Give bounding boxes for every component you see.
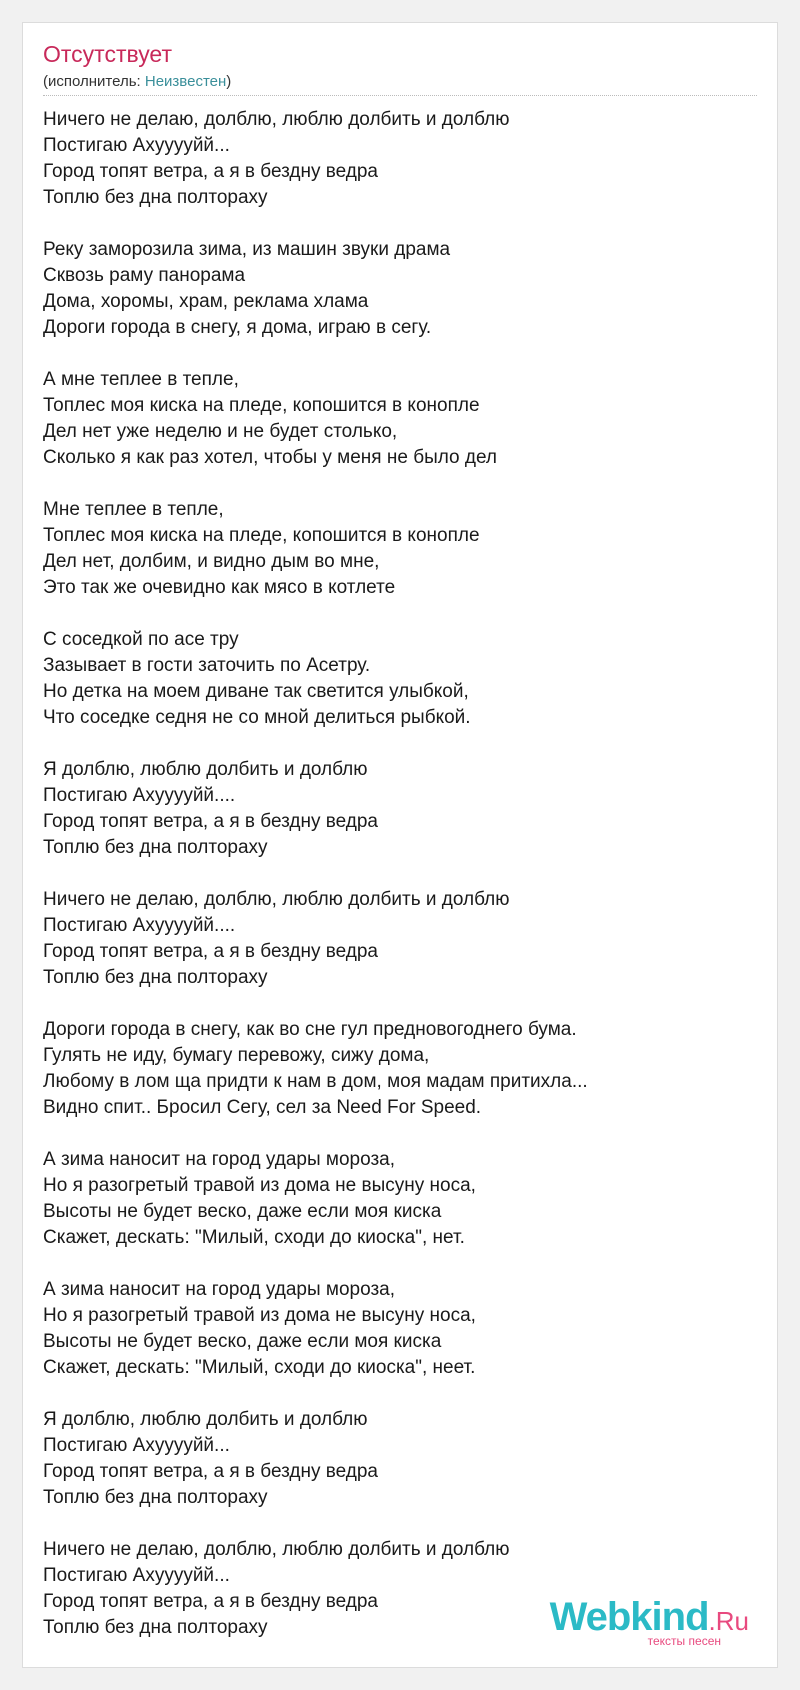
logo-main-text: Webkind — [549, 1595, 709, 1639]
artist-prefix: (исполнитель: — [43, 73, 145, 90]
song-title: Отсутствует — [43, 41, 172, 67]
artist-link[interactable]: Неизвестен — [144, 73, 227, 90]
lyrics-line: Но детка на моем диване так светится улыбкой, — [43, 681, 469, 702]
lyrics-line: Постигаю Ахууууйй... — [43, 135, 230, 156]
lyrics-line: Скажет, дескать: "Милый, сходи до киоска", нет. — [43, 1227, 465, 1248]
lyrics-line: Я долблю, люблю долбить и долблю — [43, 1409, 368, 1430]
lyrics-line: Город топят ветра, а я в бездну ведра — [43, 941, 378, 962]
logo-suffix-text: .Ru — [708, 1606, 749, 1636]
lyrics-line: Топлес моя киска на пледе, копошится в конопле — [43, 525, 480, 546]
lyrics-line: Ничего не делаю, долблю, люблю долбить и долблю — [43, 1539, 510, 1560]
lyrics-line: Реку заморозила зима, из машин звуки драма — [43, 239, 451, 260]
lyrics-line: Постигаю Ахууууйй... — [43, 1565, 230, 1586]
lyrics-line: Дома, хоромы, храм, реклама хлама — [43, 291, 369, 312]
lyrics-line: Топлю без дна полтораху — [43, 837, 268, 858]
lyrics-stanza — [43, 1277, 759, 1381]
lyrics-line: Дороги города в снегу, как во сне гул предновогоднего бума. — [43, 1019, 577, 1040]
lyrics-line: С соседкой по асе тру — [43, 629, 239, 650]
lyrics-line: Сквозь раму панорама — [43, 265, 246, 286]
lyrics-line: А мне теплее в тепле, — [43, 369, 239, 390]
lyrics-stanza — [43, 237, 759, 341]
lyrics-line: Зазывает в гости заточить по Асетру. — [43, 655, 371, 676]
lyrics-line: Гулять не иду, бумагу перевожу, сижу дома, — [43, 1045, 430, 1066]
lyrics-line: Я долблю, люблю долбить и долблю — [43, 759, 368, 780]
lyrics-body — [43, 107, 759, 1667]
site-logo — [550, 1597, 749, 1647]
lyrics-line: Скажет, дескать: "Милый, сходи до киоска", неет. — [43, 1357, 476, 1378]
lyrics-line: Город топят ветра, а я в бездну ведра — [43, 161, 378, 182]
lyrics-line: Ничего не делаю, долблю, люблю долбить и долблю — [43, 889, 510, 910]
lyrics-stanza — [43, 757, 759, 861]
lyrics-line: Постигаю Ахууууйй... — [43, 1435, 230, 1456]
artist-line — [43, 74, 231, 89]
lyrics-stanza — [43, 1407, 759, 1511]
lyrics-card — [22, 22, 778, 1668]
lyrics-line: Высоты не будет веско, даже если моя киска — [43, 1201, 442, 1222]
lyrics-line: Постигаю Ахууууйй.... — [43, 915, 236, 936]
title-divider — [43, 95, 757, 96]
lyrics-line: Сколько я как раз хотел, чтобы у меня не было дел — [43, 447, 497, 468]
lyrics-stanza — [43, 1017, 759, 1121]
lyrics-line: Но я разогретый травой из дома не высуну носа, — [43, 1305, 476, 1326]
lyrics-line: Топлю без дна полтораху — [43, 967, 268, 988]
lyrics-line: Топлю без дна полтораху — [43, 187, 268, 208]
lyrics-stanza — [43, 887, 759, 991]
lyrics-stanza — [43, 367, 759, 471]
lyrics-line: Топлю без дна полтораху — [43, 1487, 268, 1508]
lyrics-line: Город топят ветра, а я в бездну ведра — [43, 1461, 378, 1482]
lyrics-line: Любому в лом ща придти к нам в дом, моя мадам притихла... — [43, 1071, 588, 1092]
lyrics-line: Это так же очевидно как мясо в котлете — [43, 577, 396, 598]
lyrics-line: Дел нет уже неделю и не будет столько, — [43, 421, 398, 442]
lyrics-stanza — [43, 497, 759, 601]
lyrics-line: Постигаю Ахууууйй.... — [43, 785, 236, 806]
lyrics-line: Мне теплее в тепле, — [43, 499, 224, 520]
lyrics-line: Что соседке седня не со мной делиться рыбкой. — [43, 707, 471, 728]
lyrics-stanza — [43, 627, 759, 731]
lyrics-line: Но я разогретый травой из дома не высуну носа, — [43, 1175, 476, 1196]
lyrics-line: Видно спит.. Бросил Сегу, сел за Need For Speed. — [43, 1097, 482, 1118]
lyrics-line: Город топят ветра, а я в бездну ведра — [43, 1591, 378, 1612]
lyrics-line: А зима наносит на город удары мороза, — [43, 1279, 396, 1300]
lyrics-line: Высоты не будет веско, даже если моя киска — [43, 1331, 442, 1352]
lyrics-line: Дороги города в снегу, я дома, играю в сегу. — [43, 317, 432, 338]
artist-suffix: ) — [226, 73, 232, 90]
lyrics-line: Топлес моя киска на пледе, копошится в конопле — [43, 395, 480, 416]
lyrics-stanza — [43, 107, 759, 211]
logo-subtitle: тексты песен — [647, 1634, 721, 1648]
lyrics-stanza — [43, 1147, 759, 1251]
lyrics-line: А зима наносит на город удары мороза, — [43, 1149, 396, 1170]
lyrics-line: Дел нет, долбим, и видно дым во мне, — [43, 551, 380, 572]
lyrics-line: Ничего не делаю, долблю, люблю долбить и долблю — [43, 109, 510, 130]
lyrics-line: Топлю без дна полтораху — [43, 1617, 268, 1638]
lyrics-line: Город топят ветра, а я в бездну ведра — [43, 811, 378, 832]
